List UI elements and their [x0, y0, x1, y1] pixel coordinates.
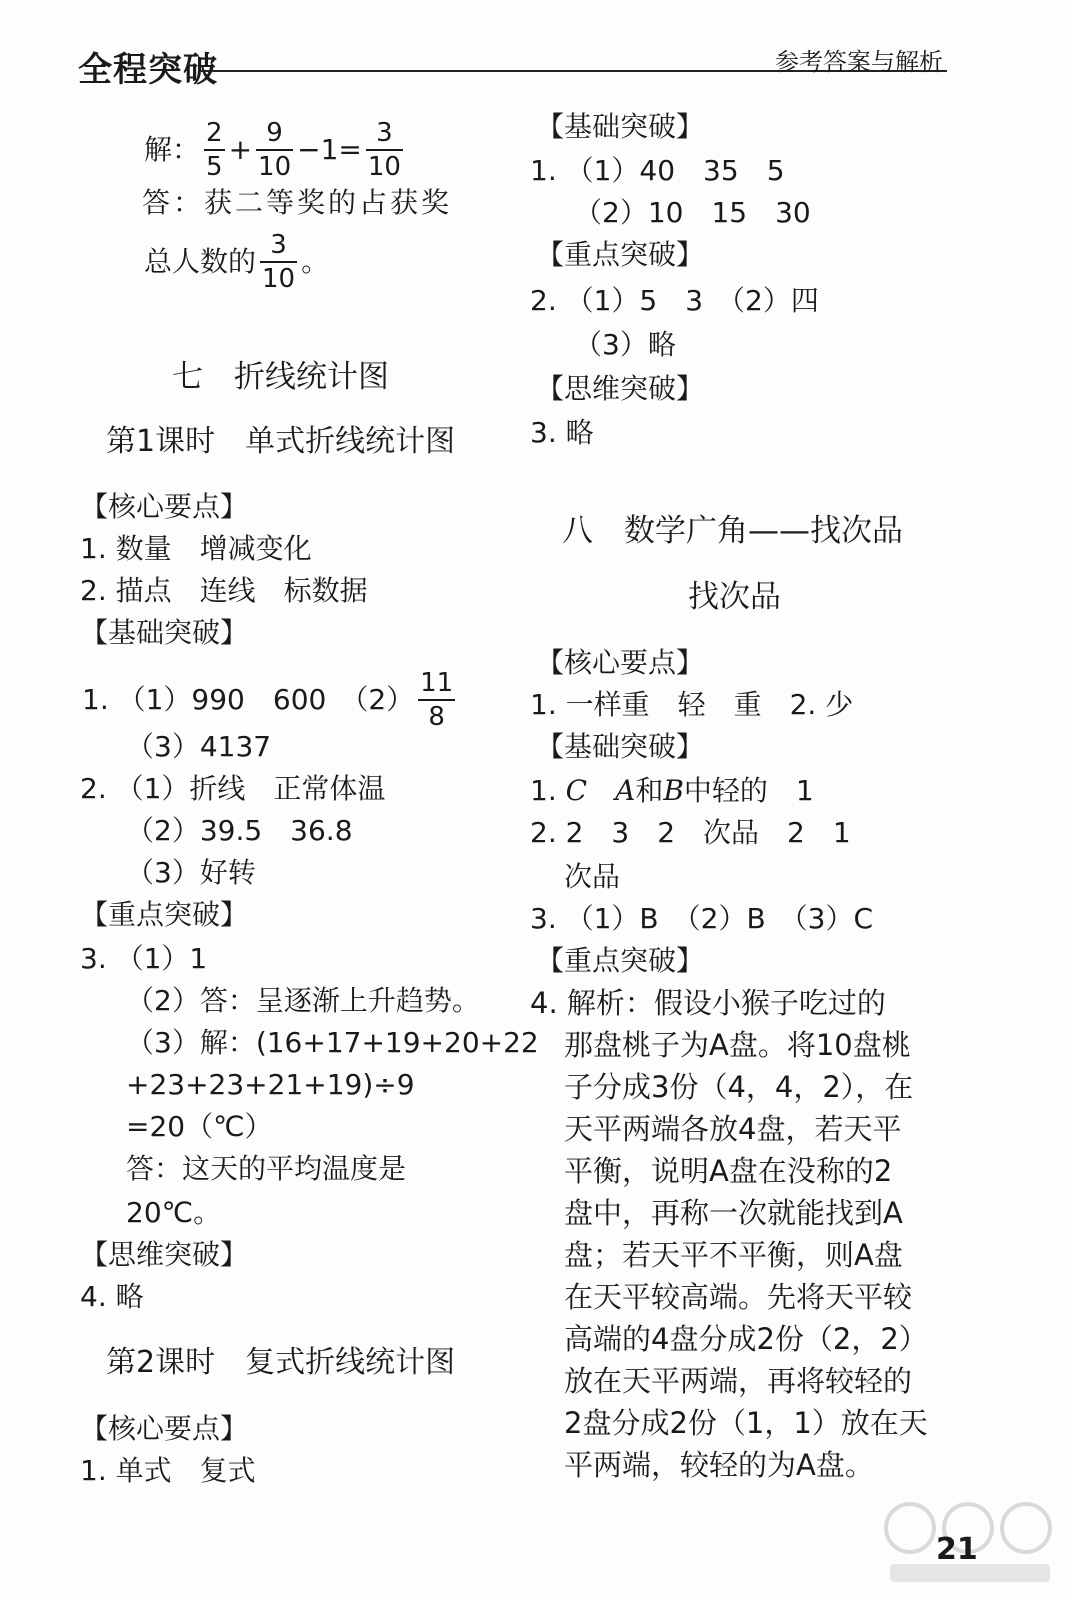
- answer-line: 答：这天的平均温度是: [126, 1152, 407, 1185]
- answer-line: 1. （1）990 600 （2） $\frac{11}{8}$: [82, 668, 454, 732]
- explanation-line: 在天平较高端。先将天平较: [564, 1280, 913, 1314]
- answer-line: 3. 略: [530, 416, 594, 449]
- answer-line: 总人数的 $\frac{3}{10}$ 。: [144, 230, 330, 294]
- answer-line: 1. 一样重 轻 重 2. 少: [530, 688, 854, 721]
- answer-line: 次品: [564, 860, 621, 893]
- fraction: $\frac{3}{10}$: [367, 118, 401, 182]
- publisher-logo: 全程突破: [78, 50, 218, 90]
- explanation-line: 4. 解析：假设小猴子吃过的: [530, 986, 886, 1020]
- section-header: 【基础突破】: [80, 616, 249, 649]
- section-header: 【基础突破】: [536, 110, 705, 143]
- answer-line: （2）答：呈逐渐上升趋势。: [126, 984, 480, 1017]
- answer-line: 1. （1）40 35 5: [530, 154, 785, 187]
- section-header: 【重点突破】: [536, 238, 705, 271]
- answer-line: （3）好转: [126, 856, 256, 889]
- explanation-line: 子分成3份（4，4，2），在: [564, 1070, 914, 1104]
- fraction: $\frac{3}{10}$: [262, 230, 296, 294]
- answer-line: （2）10 15 30: [574, 196, 811, 229]
- header-title: 参考答案与解析: [775, 48, 943, 76]
- explanation-line: 高端的4盘分成2份（2，2）: [564, 1322, 928, 1356]
- answer-line: 1. 数量 增减变化: [80, 532, 312, 565]
- answer-line: 2. 2 3 2 次品 2 1: [530, 816, 851, 849]
- answer-line: （2）39.5 36.8: [126, 814, 353, 847]
- lesson-title: 第2课时 复式折线统计图: [106, 1345, 456, 1380]
- topic-title: 找次品: [688, 579, 781, 615]
- explanation-line: 盘中，再称一次就能找到A: [564, 1196, 903, 1230]
- section-header: 【基础突破】: [536, 730, 705, 763]
- section-header: 【核心要点】: [80, 490, 249, 523]
- answer-line: 4. 略: [80, 1280, 144, 1313]
- answer-line: （3）解：(16+17+19+20+22: [126, 1026, 539, 1059]
- chapter-title: 八 数学广角——找次品: [562, 513, 903, 549]
- explanation-line: 天平两端各放4盘，若天平: [564, 1112, 902, 1146]
- section-header: 【核心要点】: [536, 646, 705, 679]
- solution-equation: 解： $\frac{2}{5}$ + $\frac{9}{10}$ −1= $\frac{3}{10}$: [144, 118, 401, 182]
- answer-line: 2. （1）5 3 （2）四: [530, 284, 819, 317]
- answer-line: （3）4137: [126, 730, 272, 763]
- explanation-line: 平衡，说明A盘在没称的2: [564, 1154, 893, 1188]
- section-header: 【重点突破】: [80, 898, 249, 931]
- answer-line: 3. （1）B （2）B （3）C: [530, 902, 874, 935]
- explanation-line: 放在天平两端，再将较轻的: [564, 1364, 913, 1398]
- section-header: 【思维突破】: [80, 1238, 249, 1271]
- chapter-title: 七 折线统计图: [172, 359, 389, 395]
- answer-line: +23+23+21+19)÷9: [126, 1068, 415, 1101]
- answer-line: 1. 单式 复式: [80, 1454, 256, 1487]
- explanation-line: 盘；若天平不平衡，则A盘: [564, 1238, 903, 1272]
- answer-line: 20℃。: [126, 1196, 222, 1229]
- lesson-title: 第1课时 单式折线统计图: [106, 424, 456, 459]
- explanation-line: 那盘桃子为A盘。将10盘桃: [564, 1028, 911, 1062]
- section-header: 【核心要点】: [80, 1412, 249, 1445]
- fraction: $\frac{11}{8}$: [420, 668, 454, 732]
- explanation-line: 平两端，较轻的为A盘。: [564, 1448, 874, 1482]
- answer-line: 2. 描点 连线 标数据: [80, 574, 368, 607]
- explanation-line: 2盘分成2份（1，1）放在天: [564, 1406, 928, 1440]
- page-number: 21: [936, 1532, 978, 1567]
- answer-line: 2. （1）折线 正常体温: [80, 772, 386, 805]
- fraction: $\frac{2}{5}$: [206, 118, 223, 182]
- answer-line: 答：获二等奖的占获奖: [142, 186, 453, 219]
- answer-line: 1. C A和B中轻的 1: [530, 774, 814, 807]
- answer-line: （3）略: [574, 328, 676, 361]
- fraction: $\frac{9}{10}$: [258, 118, 292, 182]
- section-header: 【重点突破】: [536, 944, 705, 977]
- answer-line: =20（℃）: [126, 1110, 273, 1143]
- answer-line: 3. （1）1: [80, 942, 208, 975]
- section-header: 【思维突破】: [536, 372, 705, 405]
